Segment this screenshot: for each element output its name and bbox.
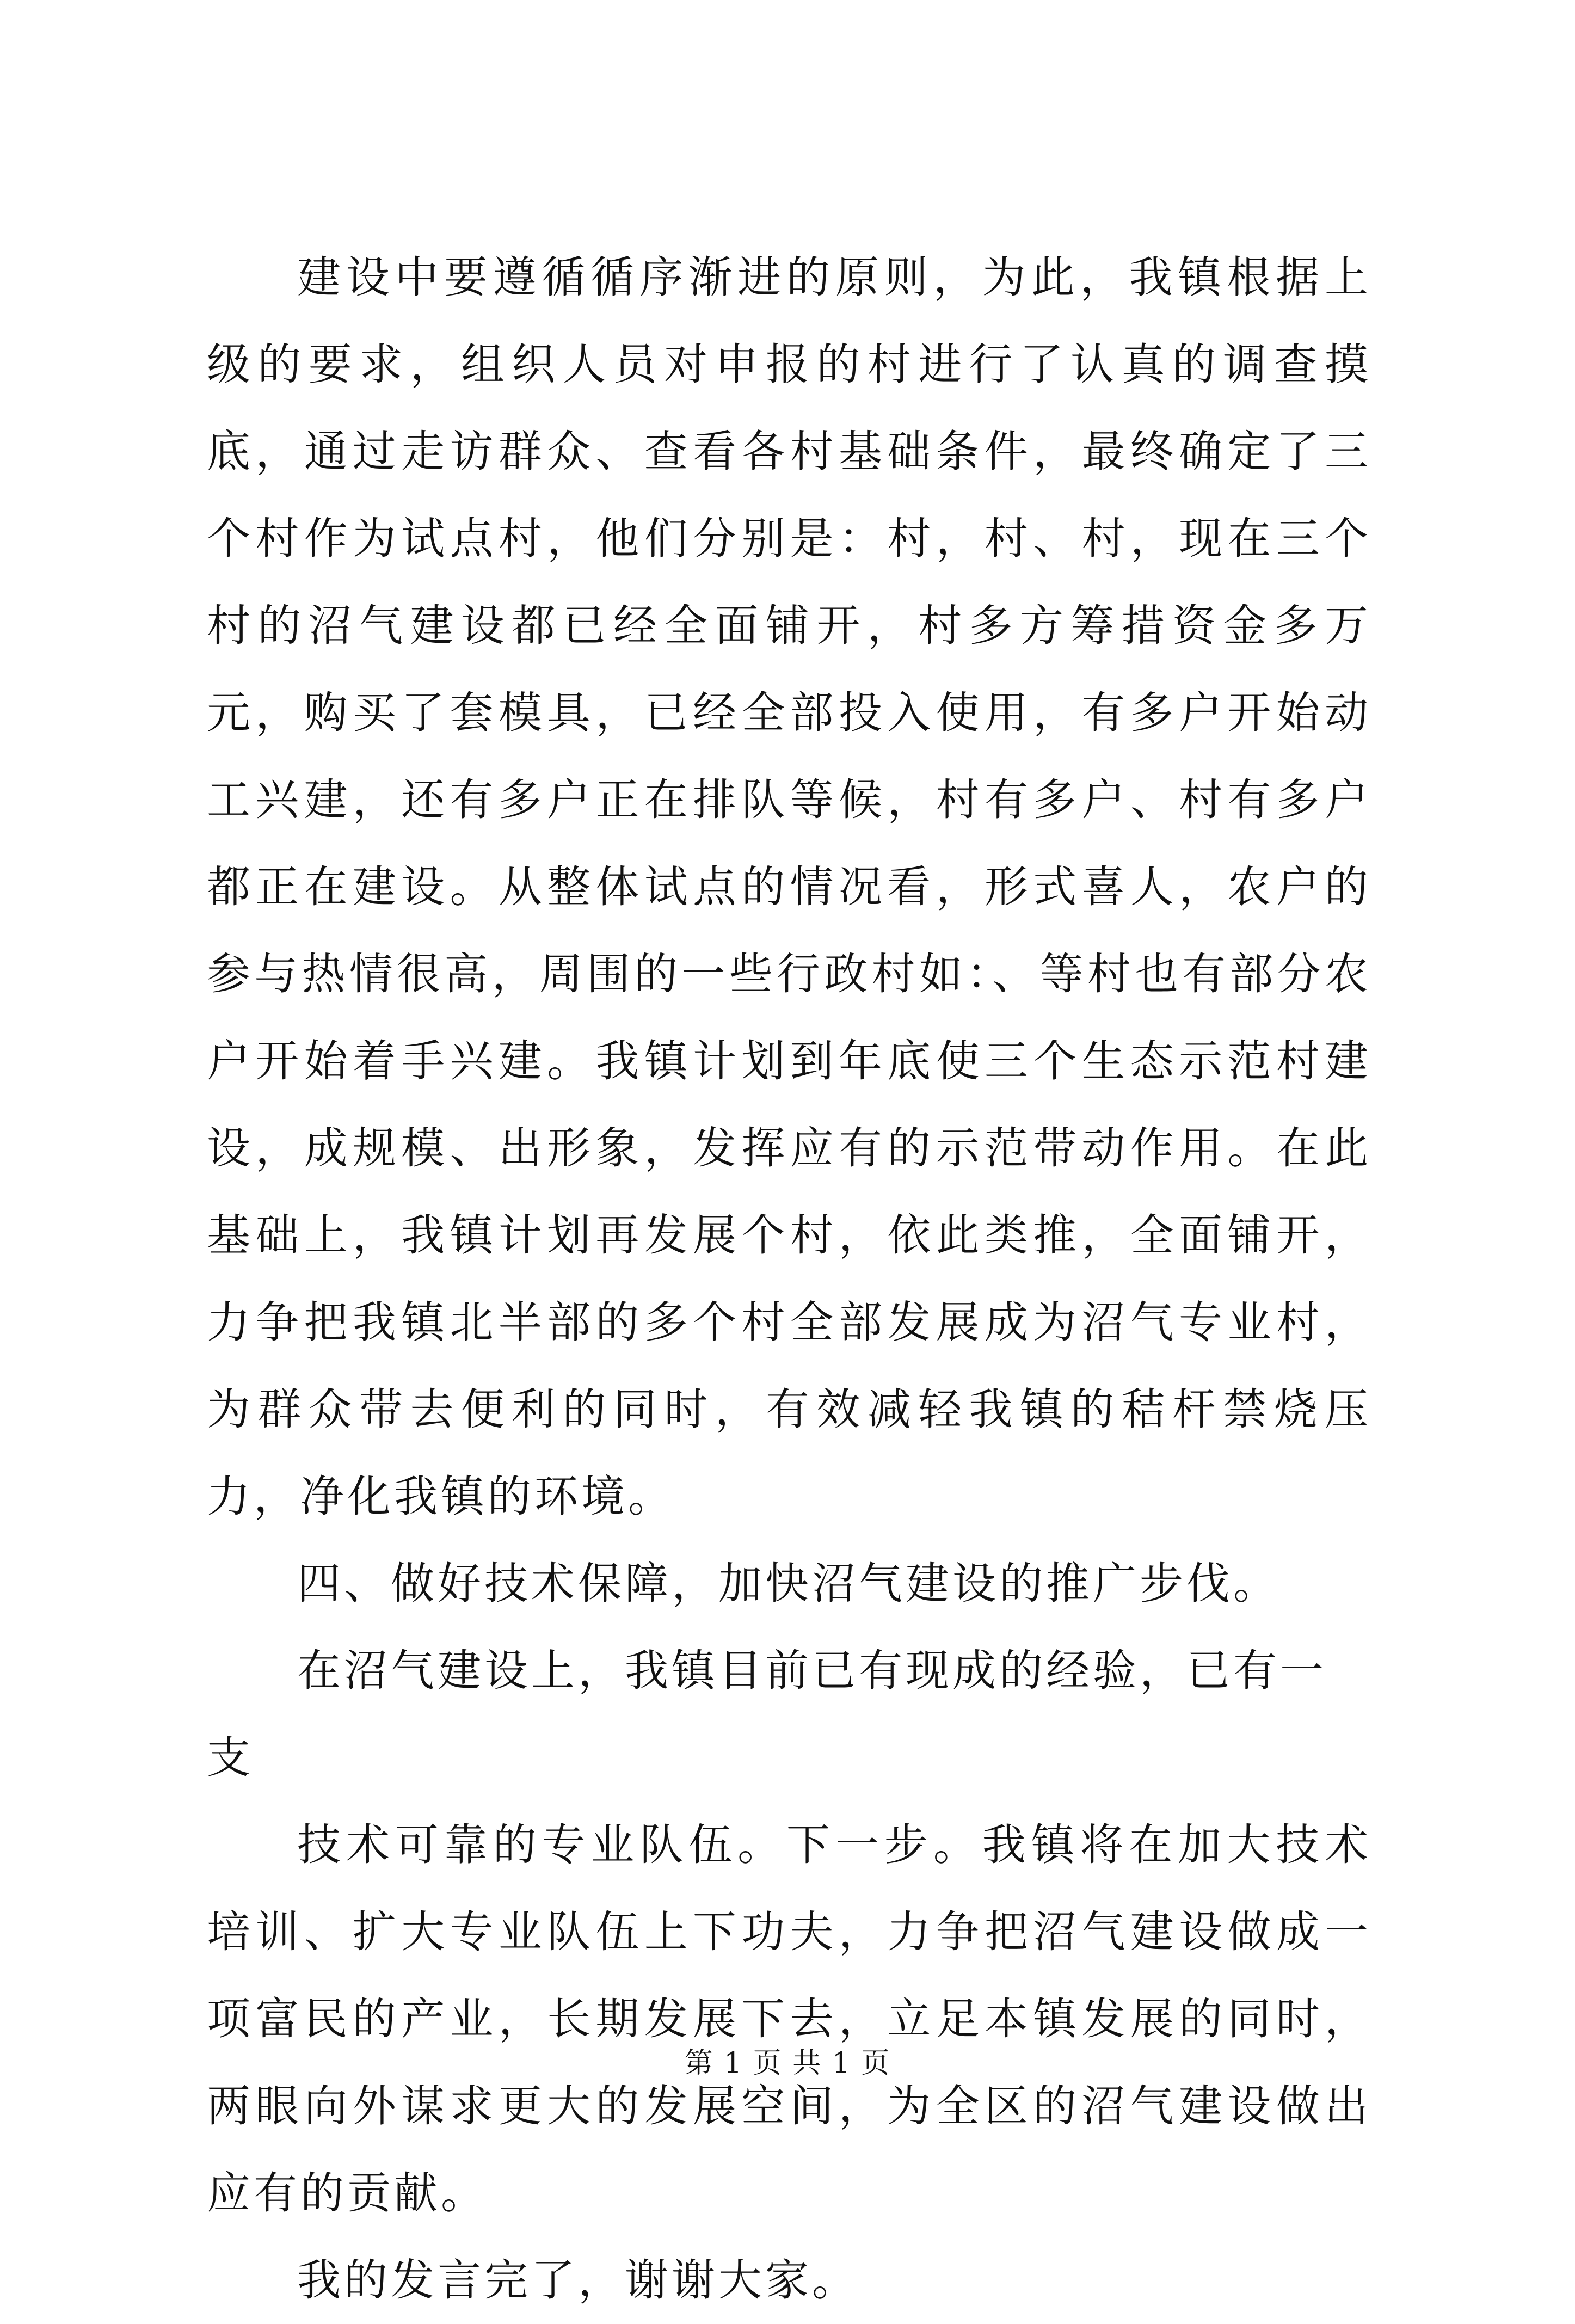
document-body <box>207 234 1371 2324</box>
page-footer: 第 1 页 共 1 页 <box>684 2047 891 2080</box>
paragraph-pilot-villages: 建设中要遵循循序渐进的原则，为此，我镇根据上级的要求，组织人员对申报的村进行了认真的调查摸底，通过走访群众、查看各村基础条件，最终确定了三个村作为试点村，他们分别是：村，村、村，现在三个村的沼气建设都已经全面铺开，村多方筹措资金多万元，购买了套模具，已经全部投入使用，有多户开始动工兴建，还有多户正在排队等候，村有多户、村有多户都正在建设。从整体试点的情况看，形式喜人，农户的参与热情很高，周围的一些行政村如：、等村也有部分农户开始着手兴建。我镇计划到年底使三个生态示范村建设，成规模、出形象，发挥应有的示范带动作用。在此基础上，我镇计划再发展个村，依此类推，全面铺开，力争把我镇北半部的多个村全部发展成为沼气专业村，为群众带去便利的同时，有效减轻我镇的秸杆禁烧压力，净化我镇的环境。 <box>207 252 1371 1522</box>
paragraph-section-heading: 四、做好技术保障，加快沼气建设的推广步伐。 <box>297 1558 1280 1609</box>
paragraph-next-steps: 技术可靠的专业队伍。下一步。我镇将在加大技术培训、扩大专业队伍上下功夫，力争把沼气建设做成一项富民的产业，长期发展下去，立足本镇发展的同时，两眼向外谋求更大的发展空间，为全区的沼气建设做出应有的贡献。 <box>207 1819 1371 2218</box>
paragraph-closing: 我的发言完了，谢谢大家。 <box>297 2255 859 2305</box>
paragraph-experience: 在沼气建设上，我镇目前已有现成的经验，已有一支 <box>207 1645 1327 1783</box>
